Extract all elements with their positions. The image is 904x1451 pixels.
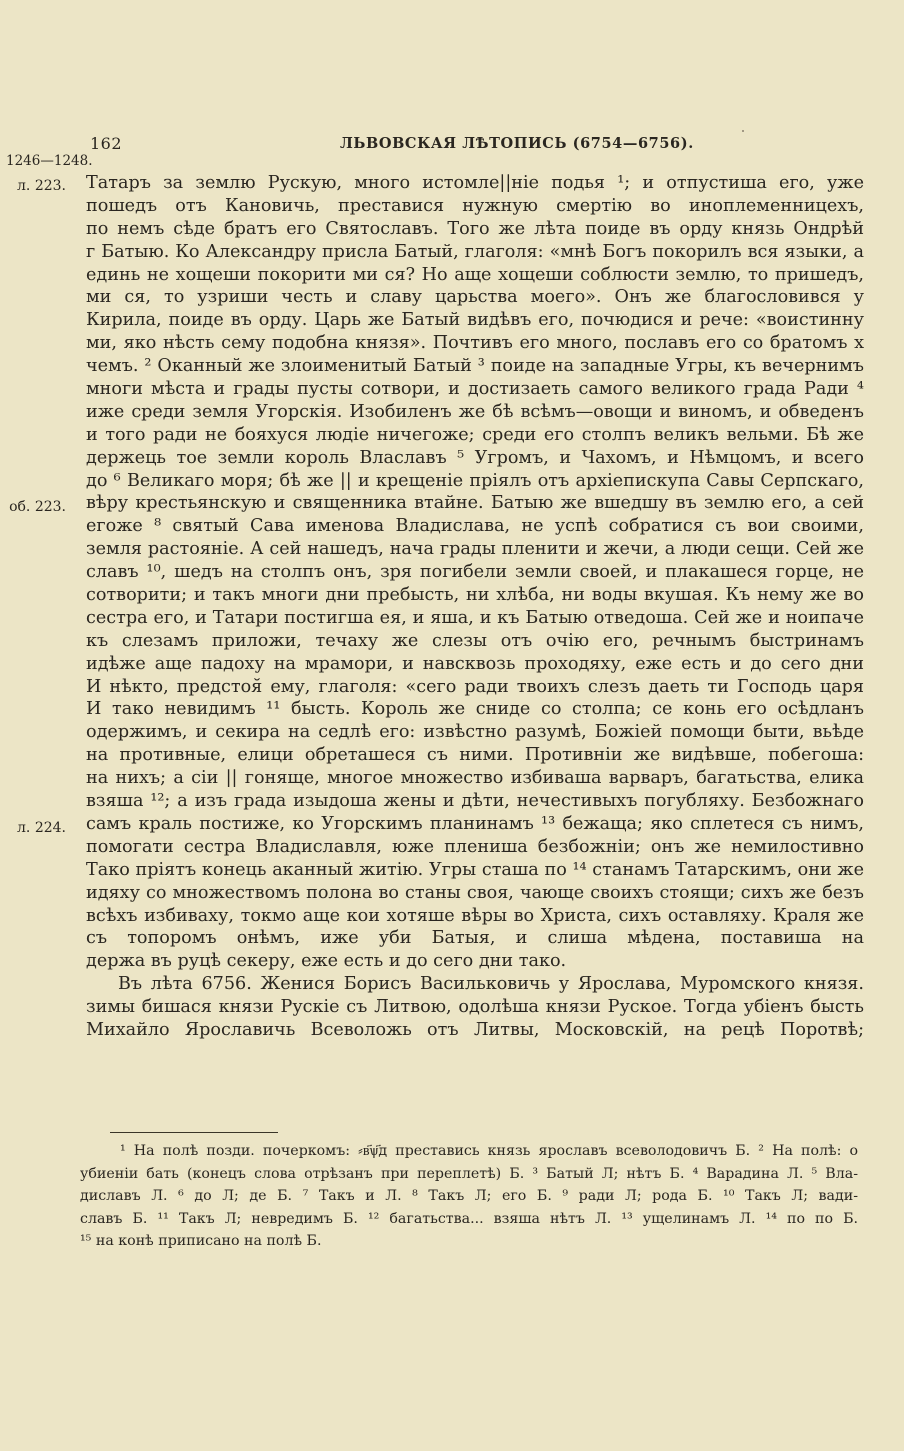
text-line: идяху со множествомъ полона во станы своя, чающе своихъ стоящи; сихъ же безъ xyxy=(86,882,864,903)
text-line: ми ся, то узриши честь и славу царьства моего». Онъ же благословився у xyxy=(86,287,864,308)
text-line: Михайло Ярославичь Всеволожь отъ Литвы, Московскій, на рецѣ Поротвѣ; xyxy=(86,1019,864,1040)
text-line: многи мѣста и грады пусты сотвори, и достизаеть самого великого града Ради ⁴ xyxy=(86,379,864,400)
text-line: Татаръ за землю Рускую, много истомле||ніе подья ¹; и отпустиша его, уже xyxy=(86,173,864,193)
text-line: до ⁶ Великаго моря; бѣ же || и крещеніе пріялъ отъ архіепискупа Савы Серпскаго, xyxy=(86,470,864,491)
text-line: помогати сестра Владиславля, юже плениша безбожніи; онъ же немилостивно xyxy=(86,836,864,857)
text-line: Тако пріятъ конець аканный житію. Угры сташа по ¹⁴ станамъ Татарскимъ, они же xyxy=(86,859,864,880)
text-line: взяша ¹²; а изъ града изыдоша жены и дѣти, нечестивыхъ погубляху. Безбожнаго xyxy=(86,791,864,812)
text-line: ми, яко нѣсть сему подобна князя». Почтивъ его много, пославъ его со братомъ х xyxy=(86,333,864,354)
text-line: самъ краль постиже, ко Угорскимъ планинамъ ¹³ бежаща; яко сплетеся съ нимъ, xyxy=(86,813,864,834)
paper-speck xyxy=(742,130,744,132)
text-line: одержимъ, и секира на седлѣ его: извѣстно разумѣ, Божіей помощи быти, вьѣде xyxy=(86,722,864,743)
text-line: сестра его, и Татари постигша ея, и яша, и къ Батыю отведоша. Сей же и ноипаче xyxy=(86,607,864,628)
text-line: егоже ⁸ святый Сава именова Владислава, не успѣ собратися съ вои своими, xyxy=(86,516,864,537)
text-line: славъ ¹⁰, шедъ на столпъ онъ, зря погибели земли своей, и плакашеся горце, не xyxy=(86,562,864,583)
margin-folio-note: об. 223. xyxy=(9,499,66,515)
margin-folio-note: л. 224. xyxy=(17,820,66,836)
margin-folio-note: л. 223. xyxy=(17,178,66,194)
margin-years: 1246—1248. xyxy=(6,153,93,169)
text-line: сотворити; и такъ многи дни пребысть, ни хлѣба, ни воды вкушая. Къ нему же во xyxy=(86,585,864,606)
text-line: къ слезамъ приложи, течаху же слезы отъ очію его, речнымъ быстринамъ xyxy=(86,630,864,651)
text-line: держа въ руцѣ секеру, еже есть и до сего дни тако. xyxy=(86,951,567,972)
text-line: вѣру крестьянскую и священника втайне. Батыю же вшедшу въ землю его, а сей xyxy=(86,493,864,514)
text-line: пошедъ отъ Кановичь, преставися нужную смертію во иноплеменницехъ, xyxy=(86,195,864,216)
text-line: держець тое земли король Влаславъ ⁵ Угромъ, и Чахомъ, и Нѣмцомъ, и всего xyxy=(86,447,864,468)
text-line: идѣже аще падоху на мрамори, и навсквозь проходяху, еже есть и до сего дни xyxy=(86,653,864,674)
footnote-line: убиеніи бать (конецъ слова отрѣзанъ при переплетѣ) Б. ³ Батый Л; нѣтъ Б. ⁴ Варадина Л. ⁵ Вла- xyxy=(80,1165,858,1182)
text-line: земля растояніе. А сей нашедъ, нача грады пленити и жечи, а люди сещи. Сей же xyxy=(86,539,864,560)
text-line: и того ради не бояхуся людіе ничегоже; среди его столпъ великъ вельми. Бѣ же xyxy=(86,424,864,445)
text-line: И нѣкто, предстоя̆ ему, глаголя: «сего ради твоихъ слезъ даеть ти Господь царя xyxy=(86,676,864,697)
text-line: на нихъ; а сіи || гоняще, многое множество избиваша варваръ, багатьства, елика xyxy=(86,768,864,789)
footnote-line: ¹ На полѣ позди. почеркомъ: ⸗в҃ѱ҃д преставись князь ярославъ всеволодовичъ Б. ² На полѣ: о xyxy=(120,1143,858,1159)
text-line: г Батыю. Ко Александру присла Батый, глаголя: «мнѣ Богъ покорилъ вся языки, а xyxy=(86,241,864,262)
text-line: И тако невидимъ ¹¹ бысть. Король же сниде со столпа; се конь его осѣдланъ xyxy=(86,699,864,720)
text-line: съ топоромъ онѣмъ, иже уби Батыя, и слиша мѣдена, поставиша на xyxy=(86,928,864,949)
running-title: ЛЬВОВСКАЯ ЛѢТОПИСЬ (6754—6756). xyxy=(340,135,694,152)
text-line: Въ лѣта 6756. Женися Борисъ Васильковичь у Ярослава, Муромского князя. xyxy=(118,974,864,995)
text-line: иже среди земля Угорскія. Изобиленъ же бѣ всѣмъ—овощи и виномъ, и обведенъ xyxy=(86,401,864,422)
footnotes xyxy=(80,1140,858,1253)
footnote-line: славъ Б. ¹¹ Такъ Л; невредимъ Б. ¹² багатьства... взяша нѣтъ Л. ¹³ ущелинамъ Л. ¹⁴ по по Б. xyxy=(80,1210,858,1227)
footnote-rule xyxy=(110,1132,278,1133)
text-line: по немъ сѣде братъ его Святославъ. Того же лѣта поиде въ орду князь Ондрѣй xyxy=(86,218,864,239)
text-line: на противные, елици обреташеся съ ними. Противніи же видѣвше, побегоша: xyxy=(86,745,864,766)
footnote-line: ¹⁵ на конѣ приписано на полѣ Б. xyxy=(80,1233,322,1249)
text-line: единь не хощеши покорити ми ся? Но аще хощеши соблюсти землю, то пришедъ, xyxy=(86,264,864,285)
chronicle-text xyxy=(86,172,864,1042)
text-line: Кирила, поиде въ орду. Царь же Батый видѣвъ его, почюдися и рече: «воистинну xyxy=(86,310,864,331)
text-line: всѣхъ избиваху, токмо аще кои хотяше вѣры во Христа, сихъ оставляху. Краля же xyxy=(86,905,864,926)
text-line: чемъ. ² Оканный же злоименитый Батый ³ поиде на западные Угры, къ вечернимъ xyxy=(86,356,864,377)
text-line: зимы бишася князи Рускіе съ Литвою, одолѣша князи Руское. Тогда убіенъ бысть xyxy=(86,997,864,1018)
footnote-line: диславъ Л. ⁶ до Л; де Б. ⁷ Такъ и Л. ⁸ Такъ Л; его Б. ⁹ ради Л; рода Б. ¹⁰ Такъ Л; вади- xyxy=(80,1188,858,1204)
page-number: 162 xyxy=(90,134,123,153)
